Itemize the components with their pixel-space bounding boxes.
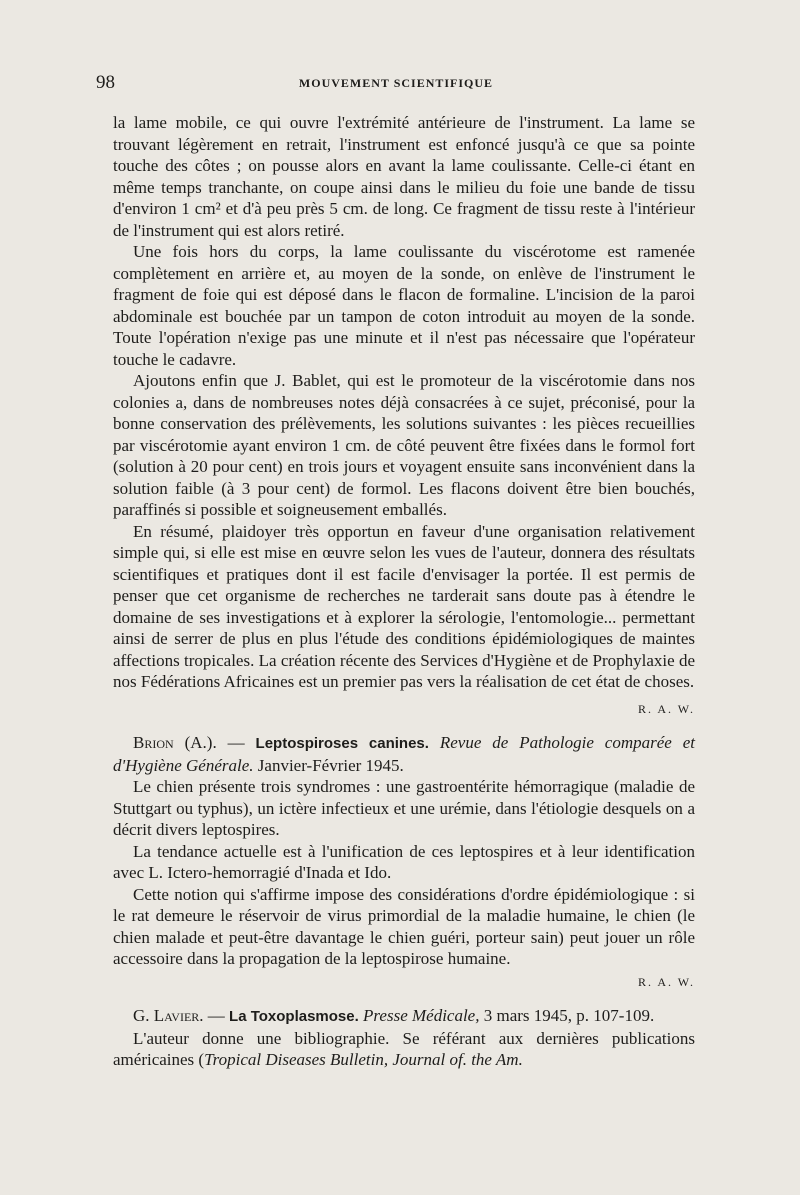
reference-dash: —: [203, 1006, 230, 1025]
paragraph: Une fois hors du corps, la lame coulissante du viscérotome est ramenée complètement en arrière et, au moyen de la sonde, on enlève de l'instrument le fragment de foie qui est déposé dans le flacon de formaline. L'incision de la paroi abdominale est bouchée par un tampon de coton introduit au moyen de la sonde. Toute l'opération n'exige pas une minute et il n'est pas nécessaire que l'opérateur touche le cadavre.: [113, 242, 695, 369]
paragraph: la lame mobile, ce qui ouvre l'extrémité antérieure de l'instrument. La lame se trouvant légèrement en retrait, l'instrument est enfoncé jusqu'à ce que sa pointe touche des côtes ; on pousse alors en avant la lame coulissante. Celle-ci étant en même temps tranchante, on coupe ainsi dans le milieu du foie une bande de tissu d'environ 1 cm² et d'à peu près 5 cm. de long. Ce fragment de tissu reste à l'intérieur de l'instrument qui est alors retiré.: [113, 113, 695, 240]
page-number: 98: [96, 72, 115, 93]
reference-dash: —: [216, 733, 256, 752]
reference-author: G. Lavier.: [133, 1006, 204, 1025]
paragraph: [113, 1028, 695, 1071]
paragraph-text: L'auteur donne une bibliographie. Se référant aux dernières publications américaines (: [113, 1028, 695, 1069]
paragraph: Ajoutons enfin que J. Bablet, qui est le promoteur de la viscérotomie dans nos colonies a, dans de nombreuses notes déjà consacrées à ce sujet, préconisé, pour la bonne conservation des prélèvements, les solutions suivantes : les pièces recueillies par viscérotomie ayant environ 1 cm. de côté peuvent être fixées dans le formol fort (solution à 20 pour cent) en trois jours et voyagent ensuite sans inconvénient dans la solution faible (à 3 pour cent) de formol. Les flacons doivent être bien bouchés, paraffinés si possible et soigneusement emballés.: [113, 371, 695, 519]
reference-title: La Toxoplasmose.: [229, 1008, 359, 1025]
paragraph: La tendance actuelle est à l'unification de ces leptospires et à leur identification avec L. Ictero-hemorragié d'Inada et Ido.: [113, 841, 695, 882]
reference-date: 3 mars 1945, p. 107-109.: [479, 1006, 655, 1025]
reference-author: Brion (A.).: [133, 733, 217, 752]
paragraph: Cette notion qui s'affirme impose des considérations d'ordre épidémiologique : si le rat demeure le réservoir de virus primordial de la maladie humaine, le chien (le chien malade et peut-être davantage le chien guéri, porteur sain) peut jouer un rôle accessoire dans la propagation de la leptospirose humaine.: [113, 884, 695, 968]
signature-initials: R. A. W.: [637, 974, 695, 989]
page-header: [96, 72, 696, 96]
paragraph-italic-text: Tropical Diseases Bulletin, Journal of. the Am.: [204, 1050, 523, 1069]
reference-journal: Presse Médicale,: [363, 1006, 480, 1025]
reference-title: Leptospiroses canines.: [255, 735, 429, 752]
signature-initials: R. A. W.: [637, 701, 695, 716]
paragraph: En résumé, plaidoyer très opportun en faveur d'une organisation relativement simple qui, si elle est mise en œuvre selon les vues de l'auteur, donnera des résultats scientifiques et pratiques dont il est facile d'envisager la portée. Il est permis de penser que cet organisme de recherches ne tarderait sans doute pas à étendre le domaine de ses investigations et à explorer la sérologie, l'entomologie... permettant ainsi de serrer de plus en plus l'étude des conditions épidémiologiques de maintes affections tropicales. La création récente des Services d'Hygiène et de Prophylaxie de nos Fédérations Africaines est un premier pas vers la réalisation de cet état de choses.: [113, 521, 695, 691]
bibliographic-reference: [113, 1005, 695, 1028]
article-body: [113, 112, 695, 1071]
reference-date: Janvier-Février 1945.: [253, 755, 404, 775]
running-title: MOUVEMENT SCIENTIFIQUE: [298, 76, 494, 90]
bibliographic-reference: [113, 732, 695, 776]
reference-journal: Revue de Pathologie comparée et d'Hygiène Générale.: [113, 733, 695, 775]
paragraph: Le chien présente trois syndromes : une gastroentérite hémorragique (maladie de Stuttgart ou typhus), un ictère infectieux et une urémie, dans l'étiologie desquels on a décrit divers leptospires.: [113, 777, 695, 839]
